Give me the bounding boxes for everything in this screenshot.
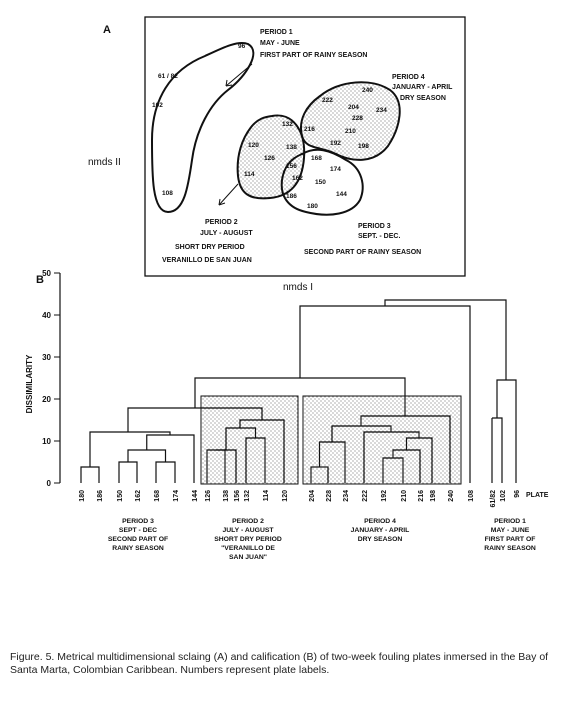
- link-150-174: [128, 450, 166, 462]
- leaf-label: 150: [117, 490, 124, 502]
- period-2-desc: SHORT DRY PERIOD: [175, 244, 245, 251]
- point-162: 162: [292, 175, 303, 182]
- period-1-desc: FIRST PART OF RAINY SEASON: [260, 52, 368, 59]
- leaf-label: 114: [263, 490, 270, 502]
- y-tick-label-0: 0: [46, 479, 51, 488]
- point-126: 126: [264, 155, 275, 162]
- period-4-cluster-outline: [301, 82, 400, 160]
- period-1-arrow: [226, 64, 252, 86]
- group-2-line-4: "VERANILLO DE: [221, 545, 275, 552]
- leaf-label: 216: [418, 490, 425, 502]
- point-198: 198: [358, 143, 369, 150]
- link-p1-96: [497, 380, 516, 483]
- point-96: 96: [238, 43, 246, 50]
- group-1-line-3: FIRST PART OF: [484, 536, 536, 543]
- group-3-line-2: SEPT - DEC: [118, 527, 158, 534]
- point-216: 216: [304, 126, 315, 133]
- group-3-line-4: RAINY SEASON: [112, 545, 164, 552]
- link-180-186: [81, 467, 99, 483]
- period-2-months: JULY - AUGUST: [200, 230, 253, 237]
- period-4-group-box: [303, 396, 461, 484]
- y-tick-label-40: 40: [42, 311, 51, 320]
- panel-b: [25, 269, 549, 561]
- point-120: 120: [248, 142, 259, 149]
- nmds-ii-label: nmds II: [88, 157, 121, 168]
- leaf-label: 198: [430, 490, 437, 502]
- group-2-line-1: PERIOD 2: [232, 518, 264, 525]
- point-180: 180: [307, 203, 318, 210]
- period-4-months: JANUARY - APRIL: [392, 84, 453, 91]
- leaf-label: 234: [343, 490, 350, 502]
- group-4-line-3: DRY SEASON: [357, 536, 403, 543]
- period-1-months: MAY - JUNE: [260, 40, 300, 47]
- leaf-label: 186: [97, 490, 104, 502]
- period-2-arrow: [219, 184, 238, 205]
- period-2-desc2: VERANILLO DE SAN JUAN: [162, 257, 252, 264]
- point-144: 144: [336, 191, 347, 198]
- leaf-label: 108: [468, 490, 475, 502]
- figure-caption: Figure. 5. Metrical multidimensional sclaing (A) and calification (B) of two-week fouling plates inmersed in the Bay of Santa Marta, Colombian Caribbean. Numbers represent plate labels.: [10, 651, 549, 676]
- group-2-line-3: SHORT DRY PERIOD: [214, 536, 282, 543]
- point-150: 150: [315, 179, 326, 186]
- period-1-cluster-outline: [152, 43, 253, 212]
- point-240: 240: [362, 87, 373, 94]
- y-tick-label-50: 50: [42, 269, 51, 278]
- link-168-174: [156, 462, 175, 483]
- period-4-desc: DRY SEASON: [400, 95, 446, 102]
- period-1-title: PERIOD 1: [260, 29, 293, 36]
- dissimilarity-axis-label: DISSIMILARITY: [25, 354, 34, 414]
- group-1-line-4: RAINY SEASON: [484, 545, 536, 552]
- point-61-82: 61 / 82: [158, 73, 178, 80]
- group-3-line-1: PERIOD 3: [122, 518, 154, 525]
- leaf-label: 204: [309, 490, 316, 502]
- leaf-label: 138: [223, 490, 230, 502]
- period-3-months: SEPT. - DEC.: [358, 233, 401, 240]
- leaf-label: 156: [234, 490, 241, 502]
- point-186: 186: [286, 193, 297, 200]
- point-108: 108: [162, 190, 173, 197]
- leaf-label: 126: [205, 490, 212, 502]
- group-2-line-5: SAN JUAN": [229, 554, 267, 561]
- group-2-line-2: JULY - AUGUST: [222, 527, 274, 534]
- leaf-label: 222: [362, 490, 369, 502]
- leaf-label: 120: [282, 490, 289, 502]
- period-2-title: PERIOD 2: [205, 219, 238, 226]
- leaf-label: 174: [173, 490, 180, 502]
- link-150-144: [147, 435, 194, 483]
- plate-label: PLATE: [526, 492, 549, 499]
- point-192: 192: [330, 140, 341, 147]
- leaf-label: 192: [381, 490, 388, 502]
- leaf-label: 180: [79, 490, 86, 502]
- group-4-line-2: JANUARY - APRIL: [350, 527, 410, 534]
- y-tick-label-20: 20: [42, 395, 51, 404]
- point-132: 132: [282, 121, 293, 128]
- period-3-title: PERIOD 3: [358, 223, 391, 230]
- link-root: [385, 300, 506, 380]
- point-234: 234: [376, 107, 387, 114]
- point-168: 168: [311, 155, 322, 162]
- link-6182-102: [492, 418, 502, 483]
- leaf-label: 61/82: [490, 490, 497, 508]
- group-3-line-3: SECOND PART OF: [107, 536, 169, 543]
- leaf-label: 132: [244, 490, 251, 502]
- point-174: 174: [330, 166, 341, 173]
- leaf-label: 210: [401, 490, 408, 502]
- point-228: 228: [352, 115, 363, 122]
- period-4-title: PERIOD 4: [392, 74, 425, 81]
- y-tick-label-10: 10: [42, 437, 51, 446]
- point-138: 138: [286, 144, 297, 151]
- nmds-i-label: nmds I: [283, 282, 314, 293]
- point-156: 156: [286, 163, 297, 170]
- group-1-line-2: MAY - JUNE: [490, 527, 530, 534]
- group-4-line-1: PERIOD 4: [364, 518, 396, 525]
- leaf-label: 240: [448, 490, 455, 502]
- panel-b-letter: B: [36, 274, 44, 286]
- y-tick-label-30: 30: [42, 353, 51, 362]
- point-222: 222: [322, 97, 333, 104]
- leaf-label: 168: [154, 490, 161, 502]
- point-114: 114: [244, 171, 255, 178]
- leaf-label: 96: [514, 490, 521, 498]
- point-210: 210: [345, 128, 356, 135]
- point-204: 204: [348, 104, 359, 111]
- link-150-162: [119, 462, 137, 483]
- leaf-label: 102: [500, 490, 507, 502]
- panel-a-letter: A: [103, 24, 111, 36]
- panel-a: [88, 17, 465, 293]
- group-1-line-1: PERIOD 1: [494, 518, 526, 525]
- leaf-label: 162: [135, 490, 142, 502]
- period-3-desc: SECOND PART OF RAINY SEASON: [304, 249, 422, 256]
- point-102: 102: [152, 102, 163, 109]
- leaf-label: 144: [192, 490, 199, 502]
- leaf-label: 228: [326, 490, 333, 502]
